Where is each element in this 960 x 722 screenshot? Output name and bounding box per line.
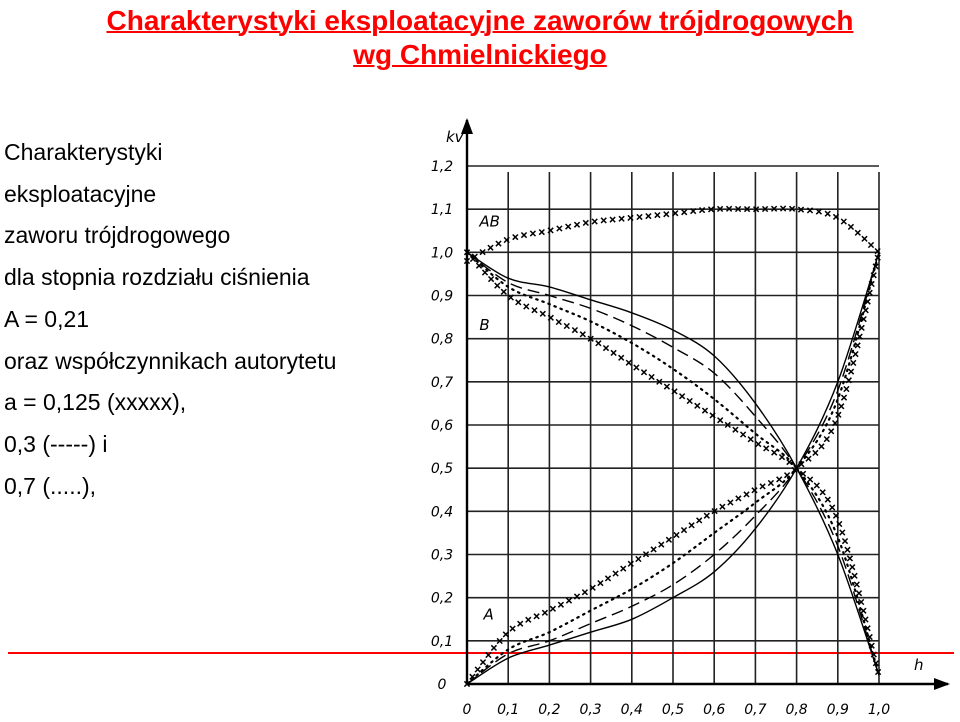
x-marker [704,513,709,518]
x-tick-label: 0,2 [538,702,561,718]
x-marker [501,289,506,294]
valve-characteristics-chart [412,112,958,720]
y-tick-label: 0,5 [430,461,454,478]
x-marker [867,290,872,295]
x-marker [760,484,765,489]
description-line: 0,7 (.....), [4,472,97,499]
page-title [0,4,960,72]
x-marker [819,444,824,449]
x-marker [634,365,639,370]
x-marker [651,547,656,552]
x-marker [655,213,660,218]
x-marker [844,386,849,391]
x-marker [524,304,529,309]
x-marker [687,398,692,403]
chart-labels [431,128,924,718]
x-marker [664,212,669,217]
x-tick-label: 0,1 [497,702,520,718]
x-marker [491,645,496,650]
curve-label-a: A [483,605,494,624]
x-marker [840,530,845,535]
x-marker [768,480,773,485]
x-marker [829,429,834,434]
x-marker [486,652,491,657]
x-marker [664,384,669,389]
y-tick-label: 1,2 [430,159,454,175]
x-marker [813,450,818,455]
x-marker [682,210,687,215]
y-tick-label: 0,6 [430,418,454,434]
x-marker [557,226,562,231]
x-marker [839,404,844,409]
x-marker [847,556,852,561]
x-marker [530,231,535,236]
curve-label-ab: AB [479,212,500,231]
x-marker [534,614,539,619]
x-marker [862,236,867,241]
x-marker [659,542,664,547]
x-marker [845,547,850,552]
description-line: oraz współczynnikach autorytetu [4,347,337,374]
x-marker [566,224,571,229]
x-marker [697,518,702,523]
description-line: 0,3 (-----) i [4,430,108,457]
x-marker [808,477,813,482]
x-marker [855,343,860,348]
x-marker [841,219,846,224]
page-title-line-2: wg Chmielnickiego [353,39,607,70]
chart-grid [467,166,879,684]
y-tick-label: 0,4 [430,504,454,521]
x-tick-label: 0,6 [703,702,726,718]
x-marker [736,496,741,501]
x-tick-label: 0,5 [661,702,685,718]
x-marker [646,214,651,219]
description-line: eksploatacyjne [4,180,157,207]
y-tick-label: 0,9 [430,288,454,305]
x-marker [605,576,610,581]
x-marker [649,374,654,379]
x-marker [848,224,853,229]
x-marker [566,598,571,603]
x-marker [539,230,544,235]
x-marker [825,211,830,216]
x-tick-label: 0,3 [579,702,602,718]
x-marker [516,300,521,305]
x-marker [806,456,811,461]
x-marker [532,308,537,313]
x-marker [572,328,577,333]
x-marker [772,450,777,455]
x-marker [626,360,631,365]
x-marker [741,432,746,437]
x-marker [825,497,830,502]
description-line: a = 0,125 (xxxxx), [4,389,187,416]
x-marker [518,621,523,626]
x-marker [480,660,485,665]
x-marker [666,537,671,542]
x-marker [861,608,866,613]
x-marker [601,218,606,223]
x-marker [489,277,494,282]
x-marker [695,403,700,408]
x-marker [863,617,868,622]
x-marker [558,602,563,607]
x-marker [681,528,686,533]
x-marker [636,556,641,561]
x-tick-label: 0,9 [826,702,849,718]
x-tick-label: 0 [462,702,472,718]
x-marker [582,590,587,595]
x-marker [779,455,784,460]
y-axis-label: kv [446,128,464,146]
x-marker [718,418,723,423]
x-marker [637,214,642,219]
x-marker [574,222,579,227]
x-marker [496,241,501,246]
chart-axes [461,118,950,690]
x-marker [540,311,545,316]
x-marker [521,233,526,238]
x-marker [641,370,646,375]
x-marker [849,369,854,374]
description-block [4,132,424,507]
x-marker [868,242,873,247]
x-marker [556,319,561,324]
x-marker [702,408,707,413]
x-marker [824,437,829,442]
y-tick-label: 0,2 [430,590,454,607]
x-marker [598,581,603,586]
x-marker [720,504,725,509]
x-tick-label: 1,0 [867,702,891,718]
x-marker [619,355,624,360]
x-marker [603,346,608,351]
y-tick-label: 0,7 [430,374,454,391]
x-marker [488,245,493,250]
x-marker [689,523,694,528]
x-marker [621,566,626,571]
x-axis-arrow [934,678,950,690]
y-tick-label: 1,1 [430,202,454,219]
x-marker [764,446,769,451]
x-tick-label: 0,4 [620,702,643,718]
x-marker [777,477,782,482]
x-marker [785,473,790,478]
x-marker [580,332,585,337]
y-tick-label: 0,8 [430,331,454,348]
x-axis-label: h [914,656,924,674]
x-marker [482,270,487,275]
description-line: zaworu trójdrogowego [4,222,231,249]
x-marker [674,532,679,537]
x-marker [853,352,858,357]
y-tick-label: 1,0 [430,245,454,262]
x-marker [855,230,860,235]
description-line: A = 0,21 [4,305,90,332]
y-tick-label: 0,1 [430,633,454,650]
y-tick-label: 0,3 [430,547,454,564]
x-marker [842,539,847,544]
x-marker [841,395,846,400]
x-marker [619,216,624,221]
x-marker [613,571,618,576]
x-marker [733,427,738,432]
x-tick-label: 0,8 [785,702,808,718]
x-marker [526,617,531,622]
x-marker [611,350,616,355]
x-marker [756,442,761,447]
x-marker [851,360,856,365]
x-marker [510,626,515,631]
x-marker [852,573,857,578]
x-marker [583,220,588,225]
x-marker [830,505,835,510]
x-marker [814,483,819,488]
x-marker [850,565,855,570]
x-marker [856,591,861,596]
x-marker [592,219,597,224]
x-marker [820,490,825,495]
page-title-line-1: Charakterystyki eksploatacyjne zaworów trójdrogowych [106,5,854,36]
x-marker [495,283,500,288]
description-line: Charakterystyki [4,139,163,165]
y-tick-label: 0 [437,677,447,693]
curve-label-b: B [479,316,490,335]
x-marker [680,394,685,399]
x-marker [513,235,518,240]
x-marker [475,667,480,672]
x-marker [550,606,555,611]
x-marker [744,492,749,497]
x-marker [610,217,615,222]
x-marker [854,582,859,587]
x-marker [700,208,705,213]
x-marker [863,308,868,313]
x-tick-label: 0,7 [744,702,767,718]
x-marker [596,341,601,346]
description-line: dla stopnia rozdziału ciśnienia [4,264,310,291]
x-marker [628,561,633,566]
x-marker [748,437,753,442]
x-marker [752,488,757,493]
x-marker [728,500,733,505]
x-marker [564,323,569,328]
x-marker [542,610,547,615]
